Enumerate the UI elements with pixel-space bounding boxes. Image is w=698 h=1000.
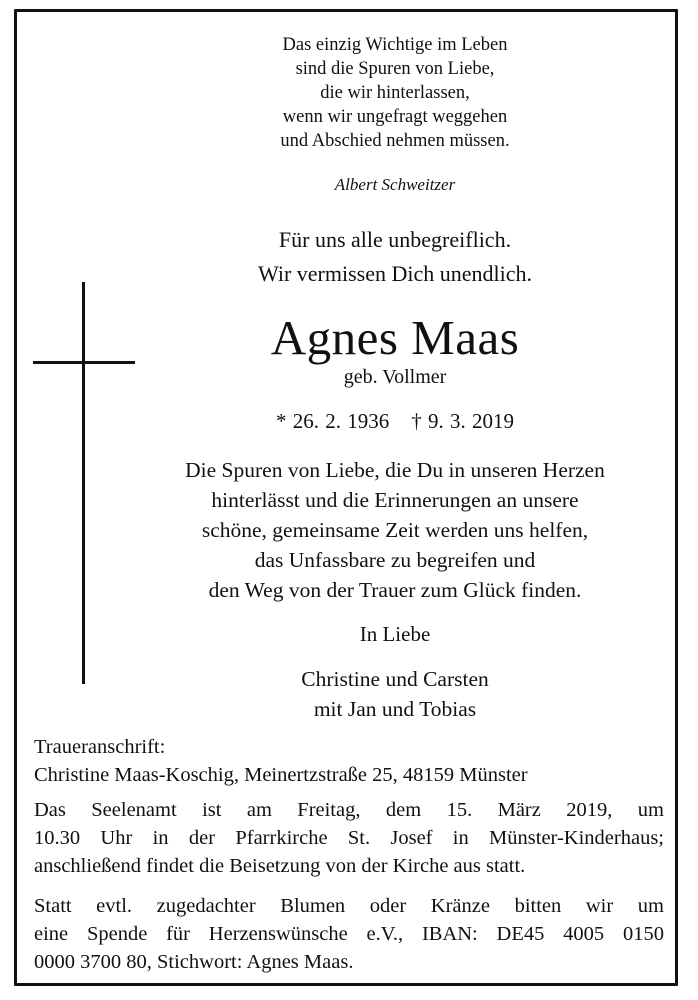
memory-line: das Unfassbare zu begreifen und xyxy=(254,548,536,572)
ceremony-info xyxy=(34,796,664,880)
memory-text xyxy=(100,455,690,605)
intro-text xyxy=(100,223,690,291)
ceremony-line: Das Seelenamt ist am Freitag, dem 15. März 2019, um xyxy=(34,799,664,821)
birth-date: * 26. 2. 1936 xyxy=(276,409,390,433)
quote-line: die wir hinterlassen, xyxy=(320,83,470,103)
life-dates xyxy=(100,409,690,434)
donation-line: eine Spende für Herzenswünsche e.V., IBAN: DE45 4005 0150 xyxy=(34,923,664,945)
in-love-label: In Liebe xyxy=(359,622,431,646)
memory-line: hinterlässt und die Erinnerungen an unsere xyxy=(211,488,579,512)
quote-line: wenn wir ungefragt weggehen xyxy=(282,107,508,127)
quote-line: Das einzig Wichtige im Leben xyxy=(282,35,508,55)
address-value: Christine Maas-Koschig, Meinertzstraße 25, 48159 Münster xyxy=(34,764,528,786)
memory-line: schöne, gemeinsame Zeit werden uns helfen, xyxy=(201,518,589,542)
ceremony-line: 10.30 Uhr in der Pfarrkirche St. Josef in Münster-Kinderhaus; xyxy=(34,827,664,849)
donation-line: Statt evtl. zugedachter Blumen oder Kränze bitten wir um xyxy=(34,895,664,917)
family-line: mit Jan und Tobias xyxy=(313,697,477,721)
mourning-address xyxy=(34,733,664,789)
donation-info xyxy=(34,892,664,976)
cross-icon xyxy=(82,282,85,684)
intro-line: Wir vermissen Dich unendlich. xyxy=(257,261,533,286)
donation-line: 0000 3700 80, Stichwort: Agnes Maas. xyxy=(34,951,354,973)
memory-line: Die Spuren von Liebe, die Du in unseren Herzen xyxy=(185,458,605,482)
quote xyxy=(100,33,690,153)
address-label: Traueranschrift: xyxy=(34,736,166,758)
birth-name: geb. Vollmer xyxy=(343,366,447,388)
death-date: † 9. 3. 2019 xyxy=(411,409,514,433)
deceased-name: Agnes Maas xyxy=(270,310,520,365)
intro-line: Für uns alle unbegreiflich. xyxy=(278,227,512,252)
ceremony-line: anschließend findet die Beisetzung von der Kirche aus statt. xyxy=(34,855,526,877)
family-line: Christine und Carsten xyxy=(301,667,489,691)
quote-line: und Abschied nehmen müssen. xyxy=(280,131,510,151)
memory-line: den Weg von der Trauer zum Glück finden. xyxy=(208,578,582,602)
quote-line: sind die Spuren von Liebe, xyxy=(295,59,495,79)
quote-author: Albert Schweitzer xyxy=(334,175,456,194)
family-signature xyxy=(100,664,690,724)
